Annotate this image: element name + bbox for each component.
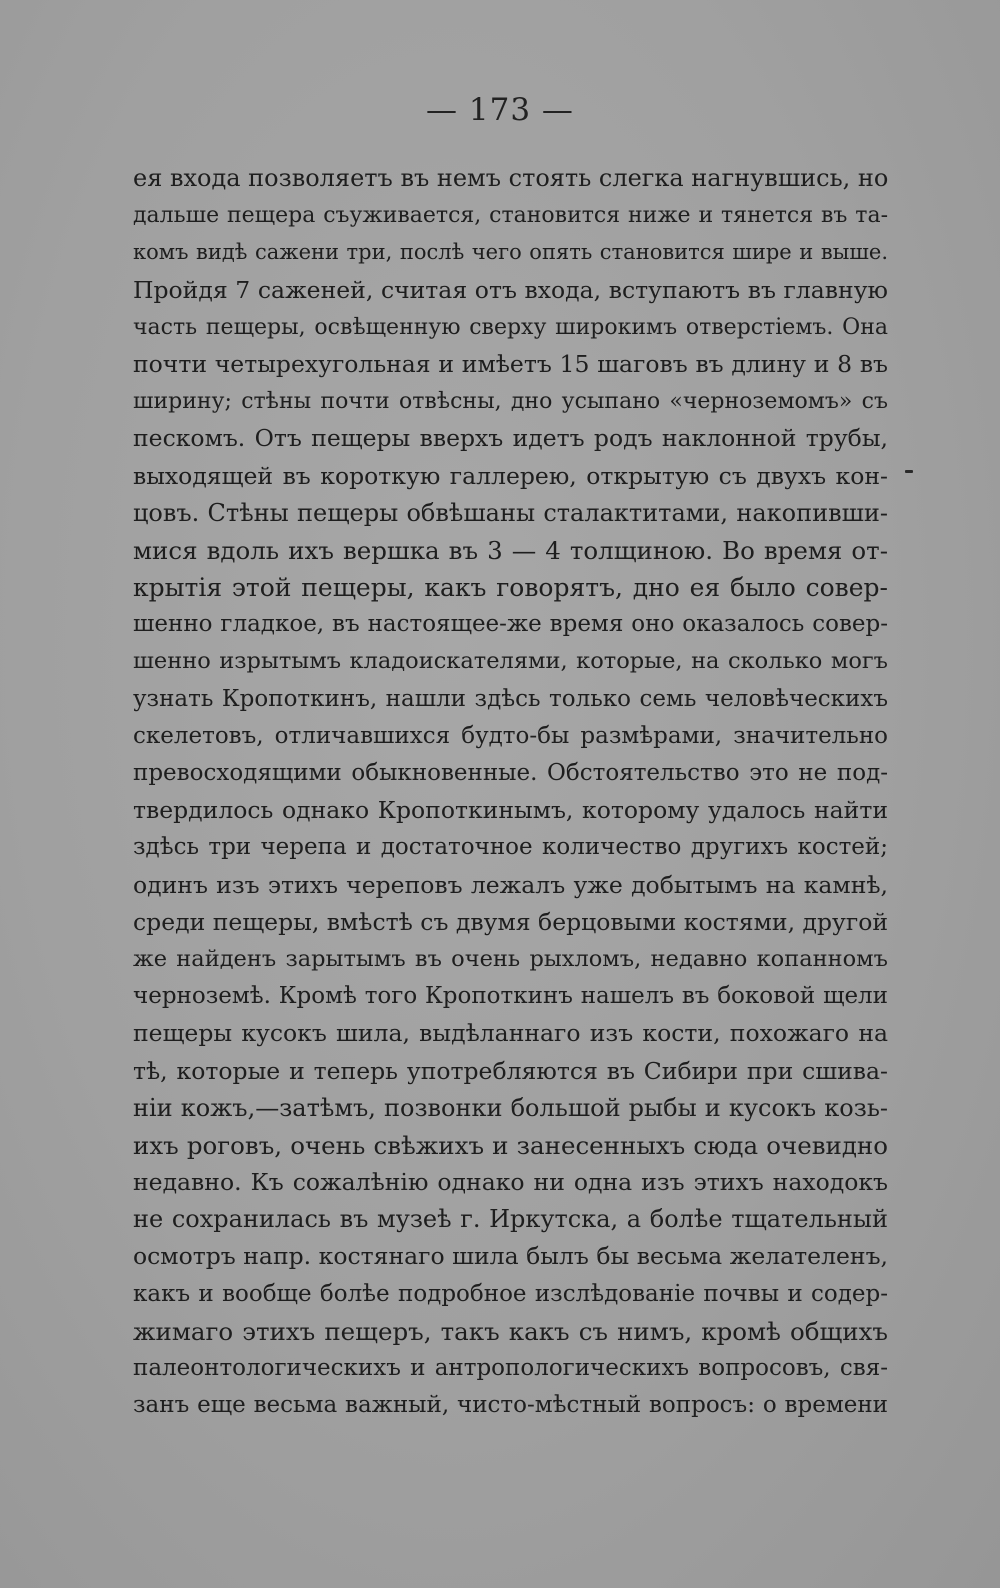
text-line: какъ и вообще болѣе подробное изслѣдованіе почвы и содер- [133,1280,888,1307]
text-line: узнать Кропоткинъ, нашли здѣсь только семь человѣческихъ [133,685,888,712]
text-line: ея входа позволяетъ въ немъ стоять слегка нагнувшись, но [133,164,889,192]
text-line: твердилось однако Кропоткинымъ, которому удалось найти [133,796,888,825]
text-line: ніи кожъ,—затѣмъ, позвонки большой рыбы и кусокъ козь- [133,1093,888,1122]
text-line: дальше пещера съуживается, становится ниже и тянется въ та- [133,203,888,229]
text-line: шенно гладкое, въ настоящее-же время оно оказалось совер- [133,611,888,638]
text-line: превосходящими обыкновенные. Обстоятельство это не под- [133,760,888,786]
margin-mark [905,470,913,473]
text-line: занъ еще весьма важный, чисто-мѣстный вопросъ: о времени [133,1392,888,1419]
text-line: черноземѣ. Кромѣ того Кропоткинъ нашелъ въ боковой щели [133,983,888,1010]
text-line: скелетовъ, отличавшихся будто-бы размѣрами, значительно [133,722,888,749]
text-line: выходящей въ короткую галлерею, открытую съ двухъ кон- [133,461,888,490]
text-line: не сохранилась въ музеѣ г. Иркутска, а болѣе тщательный [133,1205,888,1234]
text-line: мися вдоль ихъ вершка въ 3 — 4 толщиною. Во время от- [133,535,888,565]
body-text [133,160,888,1424]
page-number: — 173 — [426,92,574,128]
text-line: здѣсь три черепа и достаточное количество другихъ костей; [133,834,888,861]
text-line: одинъ изъ этихъ череповъ лежалъ уже добытымъ на камнѣ, [133,870,888,899]
text-line: Пройдя 7 саженей, считая отъ входа, вступаютъ въ главную [133,275,888,304]
text-line: тѣ, которые и теперь употребляются въ Сибири при сшива- [133,1056,888,1085]
text-line: пескомъ. Отъ пещеры вверхъ идетъ родъ наклонной трубы, [133,424,888,453]
text-line: недавно. Къ сожалѣнію однако ни одна изъ этихъ находокъ [133,1168,888,1197]
text-line: палеонтологическихъ и антропологическихъ вопросовъ, свя- [133,1355,888,1381]
text-line: часть пещеры, освѣщенную сверху широкимъ отверстіемъ. Она [133,314,888,340]
text-line: цовъ. Стѣны пещеры обвѣшаны сталактитами, накопивши- [133,498,888,527]
text-line: ихъ роговъ, очень свѣжихъ и занесенныхъ сюда очевидно [133,1130,888,1160]
text-line: жимаго этихъ пещеръ, такъ какъ съ нимъ, кромѣ общихъ [133,1316,888,1346]
text-line: же найденъ зарытымъ въ очень рыхломъ, недавно копанномъ [133,945,888,972]
text-line: шенно изрытымъ кладоискателями, которые, на сколько могъ [133,648,888,675]
text-line: среди пещеры, вмѣстѣ съ двумя берцовыми костями, другой [133,907,888,936]
text-line: почти четырехугольная и имѣетъ 15 шаговъ въ длину и 8 въ [133,349,888,378]
text-line: ширину; стѣны почти отвѣсны, дно усыпано «черноземомъ» съ [133,389,888,415]
text-line: пещеры кусокъ шила, выдѣланнаго изъ кости, похожаго на [133,1019,888,1048]
text-line: осмотръ напр. костянаго шила былъ бы весьма желателенъ, [133,1242,888,1271]
text-line: комъ видѣ сажени три, послѣ чего опять становится шире и выше. [133,240,888,265]
text-line: крытія этой пещеры, какъ говорятъ, дно ея было совер- [133,573,888,603]
